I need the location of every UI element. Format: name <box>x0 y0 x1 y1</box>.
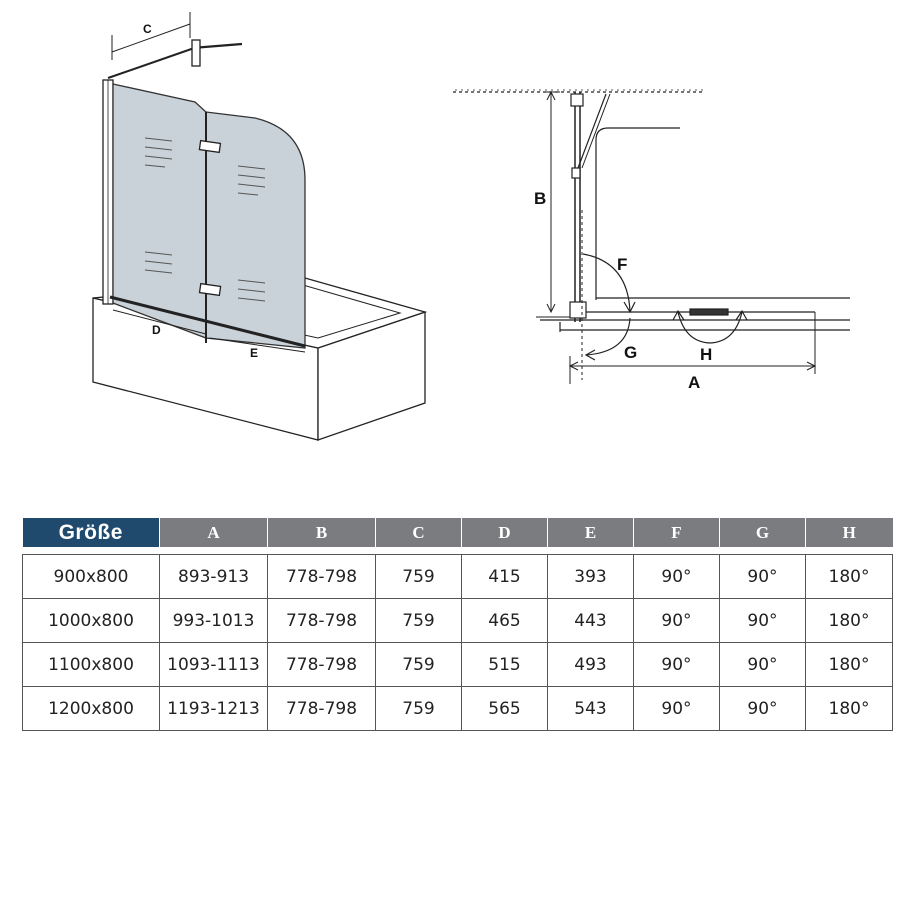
cell-c: 759 <box>376 599 462 643</box>
label-c: C <box>143 22 152 36</box>
cell-f: 90° <box>634 555 720 599</box>
header-h: H <box>806 518 893 547</box>
cell-e: 393 <box>548 555 634 599</box>
cell-f: 90° <box>634 687 720 731</box>
cell-h: 180° <box>806 599 893 643</box>
cell-g: 90° <box>720 687 806 731</box>
table-header-row <box>23 518 893 547</box>
cell-d: 465 <box>462 599 548 643</box>
cell-e: 493 <box>548 643 634 687</box>
cell-a: 993-1013 <box>160 599 268 643</box>
cell-b: 778-798 <box>268 687 376 731</box>
cell-b: 778-798 <box>268 643 376 687</box>
cell-e: 543 <box>548 687 634 731</box>
support-bar <box>108 46 200 78</box>
header-c: C <box>376 518 462 547</box>
header-e: E <box>548 518 634 547</box>
angle-h-arc <box>678 312 742 343</box>
cell-g: 90° <box>720 599 806 643</box>
table-row <box>23 687 893 731</box>
table-row <box>23 555 893 599</box>
table-row <box>23 643 893 687</box>
cell-g: 90° <box>720 555 806 599</box>
cell-f: 90° <box>634 599 720 643</box>
header-d: D <box>462 518 548 547</box>
plan-view <box>453 90 850 384</box>
cell-a: 1093-1113 <box>160 643 268 687</box>
cell-c: 759 <box>376 687 462 731</box>
cell-d: 415 <box>462 555 548 599</box>
cell-b: 778-798 <box>268 555 376 599</box>
label-g: G <box>624 343 638 362</box>
table-row <box>23 599 893 643</box>
cell-e: 443 <box>548 599 634 643</box>
label-b: B <box>534 189 547 208</box>
cell-f: 90° <box>634 643 720 687</box>
cell-size: 1100x800 <box>23 643 160 687</box>
header-f: F <box>634 518 720 547</box>
cell-c: 759 <box>376 555 462 599</box>
header-a: A <box>160 518 268 547</box>
hinge-bottom-icon <box>200 284 221 296</box>
size-table <box>22 518 893 731</box>
perspective-view <box>93 12 425 440</box>
cell-h: 180° <box>806 555 893 599</box>
cell-h: 180° <box>806 687 893 731</box>
cell-d: 565 <box>462 687 548 731</box>
cell-b: 778-798 <box>268 599 376 643</box>
header-g: G <box>720 518 806 547</box>
label-d: D <box>152 323 161 337</box>
cell-size: 1000x800 <box>23 599 160 643</box>
cell-d: 515 <box>462 643 548 687</box>
cell-h: 180° <box>806 643 893 687</box>
label-f: F <box>617 255 628 274</box>
hinge-top-icon <box>199 141 220 153</box>
cell-a: 893-913 <box>160 555 268 599</box>
glass-panel-2 <box>206 112 305 348</box>
header-size: Größe <box>23 518 160 547</box>
cell-g: 90° <box>720 643 806 687</box>
cell-size: 1200x800 <box>23 687 160 731</box>
cell-c: 759 <box>376 643 462 687</box>
label-a: A <box>688 373 701 392</box>
cell-size: 900x800 <box>23 555 160 599</box>
cell-a: 1193-1213 <box>160 687 268 731</box>
header-b: B <box>268 518 376 547</box>
label-e: E <box>250 346 259 360</box>
label-h: H <box>700 345 713 364</box>
